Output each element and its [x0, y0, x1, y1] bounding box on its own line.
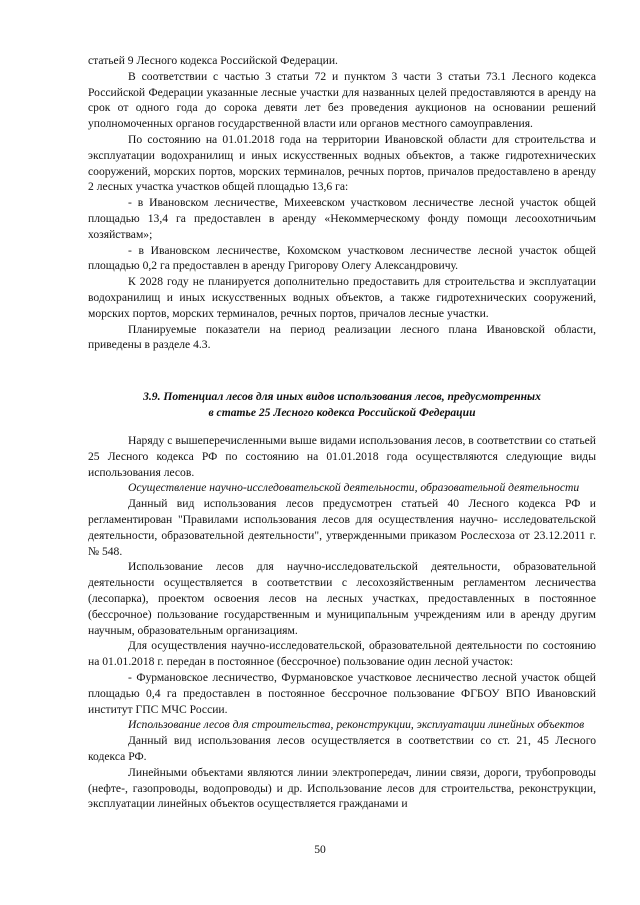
- paragraph: Использование лесов для научно-исследовательской деятельности, образовательной деятельности осуществляется в соответствии с лесохозяйственным регламентом лесничества (лесопарка), проектом освоения лесов на лесных участках, предоставленных в постоянное (бессрочное) пользование государственным и муниципальным учреждениям или в аренду другим научным, образовательным организациям.: [88, 560, 596, 637]
- paragraph: Линейными объектами являются линии электропередач, линии связи, дороги, трубопроводы (нефте-, газопроводы, водопроводы) и др. Использование лесов для строительства, реконструкции, эксплуатации линейных объектов осуществляется гражданами и: [88, 765, 596, 811]
- list-item: - в Ивановском лесничестве, Кохомском участковом лесничестве лесной участок общей площадью 0,2 га предоставлен в аренду Григорову Олегу Александровичу.: [88, 243, 596, 273]
- paragraph: По состоянию на 01.01.2018 года на территории Ивановской области для строительства и эксплуатации водохранилищ и иных искусственных водных объектов, а также гидротехнических сооружений, морских портов, морских терминалов, речных портов, причалов предоставлено в аренду 2 лесных участка участков общей площадью 13,6 га:: [88, 132, 596, 194]
- list-item: - Фурмановское лесничество, Фурмановское участковое лесничество лесной участок общей площадью 0,4 га предоставлен в постоянное бессрочное пользование ФГБОУ ВПО Ивановский институт ГПС МЧС России.: [88, 670, 596, 716]
- paragraph: В соответствии с частью 3 статьи 72 и пунктом 3 части 3 статьи 73.1 Лесного кодекса Российской Федерации указанные лесные участки для названных целей предоставляются в аренду на срок от одного года до сорока девяти лет без проведения аукционов на основании решений уполномоченных органов государственной власти или органов местного самоуправления.: [88, 69, 596, 131]
- paragraph: Наряду с вышеперечисленными выше видами использования лесов, в соответствии со статьей 25 Лесного кодекса РФ по состоянию на 01.01.2018 года осуществляются следующие виды использования лесов.: [88, 434, 596, 479]
- subsection-title: Осуществление научно-исследовательской деятельности, образовательной деятельности: [128, 481, 580, 495]
- heading-line: в статье 25 Лесного кодекса Российской Федерации: [208, 405, 476, 419]
- text-block-upper: [88, 53, 596, 353]
- paragraph: Для осуществления научно-исследовательской, образовательной деятельности по состоянию на 01.01.2018 г. передан в постоянное (бессрочное) пользование один лесной участок:: [88, 639, 596, 669]
- heading-line: 3.9. Потенциал лесов для иных видов использования лесов, предусмотренных: [143, 390, 541, 403]
- subsection-title: Использование лесов для строительства, реконструкции, эксплуатации линейных объектов: [128, 718, 585, 732]
- section-heading: [88, 389, 596, 421]
- list-item: - в Ивановском лесничестве, Михеевском участковом лесничестве лесной участок общей площадью 13,4 га предоставлен в аренду «Некоммерческому фонду помощи лесоохотничьим хозяйствам»;: [88, 196, 596, 241]
- paragraph: статьей 9 Лесного кодекса Российской Федерации.: [88, 54, 338, 67]
- paragraph: Планируемые показатели на период реализации лесного плана Ивановской области, приведены в разделе 4.3.: [88, 322, 596, 352]
- paragraph: Данный вид использования лесов предусмотрен статьей 40 Лесного кодекса РФ и регламентирован "Правилами использования лесов для осуществления научно- исследовательской деятельности, образовательной деятельности", утвержденными приказом Рослесхоза от 23.12.2011 г. № 548.: [88, 497, 596, 558]
- paragraph: Данный вид использования лесов осуществляется в соответствии со ст. 21, 45 Лесного кодекса РФ.: [88, 734, 596, 763]
- paragraph: К 2028 году не планируется дополнительно предоставить для строительства и эксплуатации водохранилищ и иных искусственных водных объектов, а также гидротехнических сооружений, морских портов, морских терминалов, речных портов, причалов лесные участки.: [88, 275, 596, 320]
- page-number: 50: [314, 843, 326, 856]
- text-block-lower: [88, 433, 596, 812]
